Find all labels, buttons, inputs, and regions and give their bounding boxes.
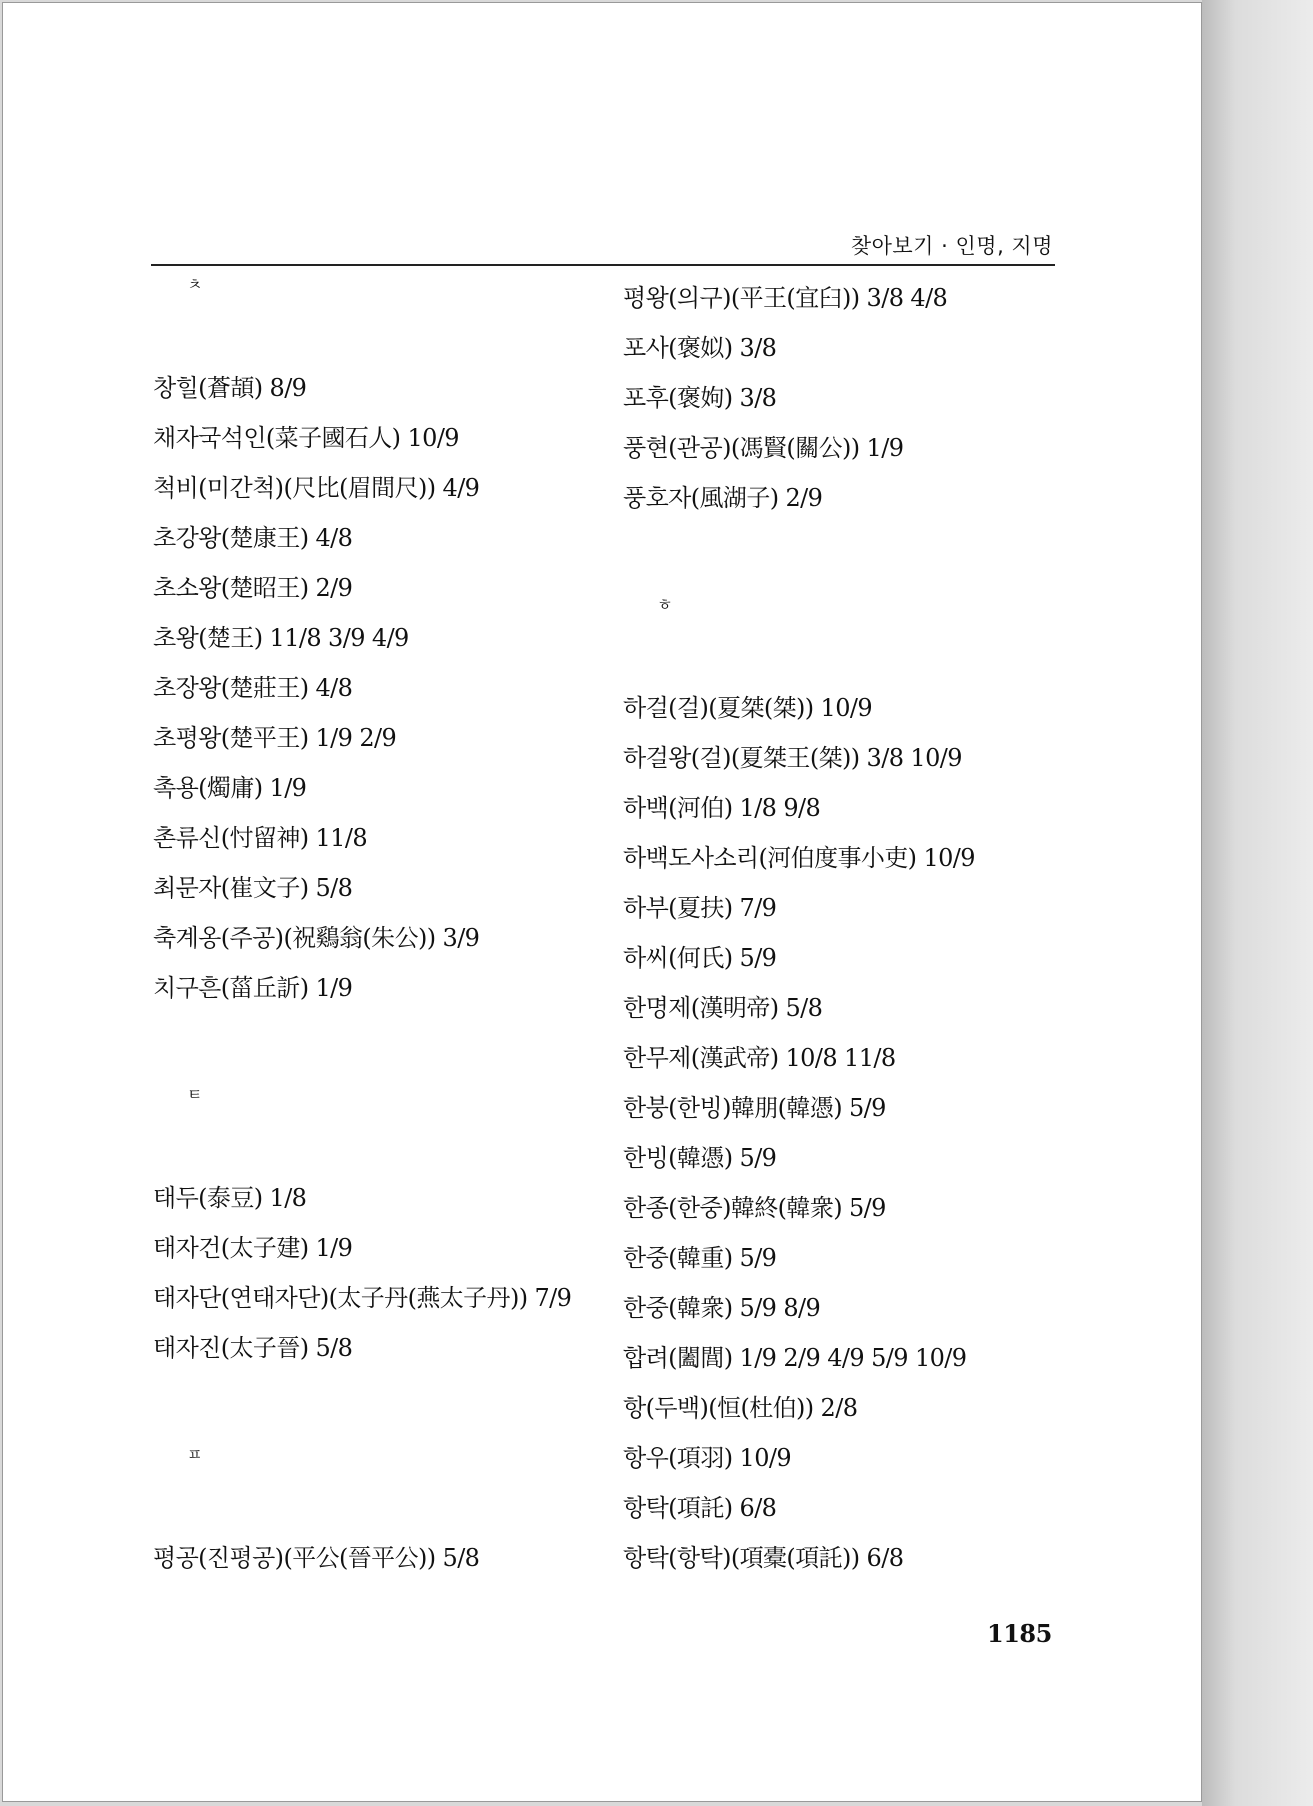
running-header <box>151 228 1055 266</box>
index-entry: 하백도사소리(河伯度事小吏) 10/9 <box>623 844 975 872</box>
index-entry: 태자건(太子建) 1/9 <box>153 1234 353 1262</box>
index-entry: 한무제(漢武帝) 10/8 11/8 <box>623 1044 896 1072</box>
index-entry: 한종(한중)韓終(韓衆) 5/9 <box>623 1194 886 1222</box>
index-entry: 항우(項羽) 10/9 <box>623 1444 792 1472</box>
index-entry: 초왕(楚王) 11/8 3/9 4/9 <box>153 624 409 652</box>
index-entry: 태자진(太子晉) 5/8 <box>153 1334 353 1362</box>
index-entry: 최문자(崔文子) 5/8 <box>153 874 353 902</box>
index-entry: 초강왕(楚康王) 4/8 <box>153 524 353 552</box>
index-entry: 촌류신(忖留神) 11/8 <box>153 824 368 852</box>
index-section-letter: ㅊ <box>187 275 203 294</box>
index-entry: 한빙(韓憑) 5/9 <box>623 1144 777 1172</box>
index-entry: 평왕(의구)(平王(宜臼)) 3/8 4/8 <box>623 284 948 312</box>
index-entry: 창힐(蒼頡) 8/9 <box>153 374 307 402</box>
index-entry: 포후(褒姁) 3/8 <box>623 384 777 412</box>
index-entry: 합려(闔閭) 1/9 2/9 4/9 5/9 10/9 <box>623 1344 967 1372</box>
index-entry: 하걸왕(걸)(夏桀王(桀)) 3/8 10/9 <box>623 744 962 772</box>
left-index-column <box>153 273 613 1583</box>
index-entry: 초평왕(楚平王) 1/9 2/9 <box>153 724 397 752</box>
index-section-letter: ㅎ <box>657 595 673 614</box>
index-entry: 채자국석인(菜子國石人) 10/9 <box>153 424 459 452</box>
index-section-letter: ㅌ <box>187 1085 203 1104</box>
index-entry: 태자단(연태자단)(太子丹(燕太子丹)) 7/9 <box>153 1284 572 1312</box>
viewer-background-edge <box>1202 0 1313 1806</box>
index-entry: 초소왕(楚昭王) 2/9 <box>153 574 353 602</box>
index-section-letter: ㅍ <box>187 1445 203 1464</box>
index-entry: 풍현(관공)(馮賢(關公)) 1/9 <box>623 434 904 462</box>
index-entry: 항탁(項託) 6/8 <box>623 1494 777 1522</box>
index-entry: 항(두백)(恒(杜伯)) 2/8 <box>623 1394 858 1422</box>
index-entry: 하걸(걸)(夏桀(桀)) 10/9 <box>623 694 873 722</box>
index-entry: 하백(河伯) 1/8 9/8 <box>623 794 821 822</box>
index-entry: 척비(미간척)(尺比(眉間尺)) 4/9 <box>153 474 480 502</box>
index-entry: 항탁(항탁)(項橐(項託)) 6/8 <box>623 1544 904 1572</box>
index-entry: 한중(韓重) 5/9 <box>623 1244 777 1272</box>
running-header-title: 찾아보기 · 인명, 지명 <box>850 234 1053 258</box>
right-index-column <box>623 273 1063 1583</box>
book-page <box>2 2 1202 1802</box>
index-entry: 치구흔(菑丘訢) 1/9 <box>153 974 353 1002</box>
index-entry: 하씨(何氏) 5/9 <box>623 944 777 972</box>
index-entry: 한명제(漢明帝) 5/8 <box>623 994 823 1022</box>
index-entry: 한중(韓衆) 5/9 8/9 <box>623 1294 821 1322</box>
index-entry: 촉용(燭庸) 1/9 <box>153 774 307 802</box>
index-entry: 축계옹(주공)(祝鷄翁(朱公)) 3/9 <box>153 924 480 952</box>
index-entry: 포사(褒姒) 3/8 <box>623 334 777 362</box>
index-entry: 평공(진평공)(平公(晉平公)) 5/8 <box>153 1544 480 1572</box>
index-entry: 하부(夏扶) 7/9 <box>623 894 777 922</box>
index-entry: 초장왕(楚莊王) 4/8 <box>153 674 353 702</box>
index-entry: 풍호자(風湖子) 2/9 <box>623 484 823 512</box>
page-number: 1185 <box>987 1619 1052 1648</box>
index-entry: 태두(泰豆) 1/8 <box>153 1184 307 1212</box>
index-entry: 한붕(한빙)韓朋(韓憑) 5/9 <box>623 1094 886 1122</box>
